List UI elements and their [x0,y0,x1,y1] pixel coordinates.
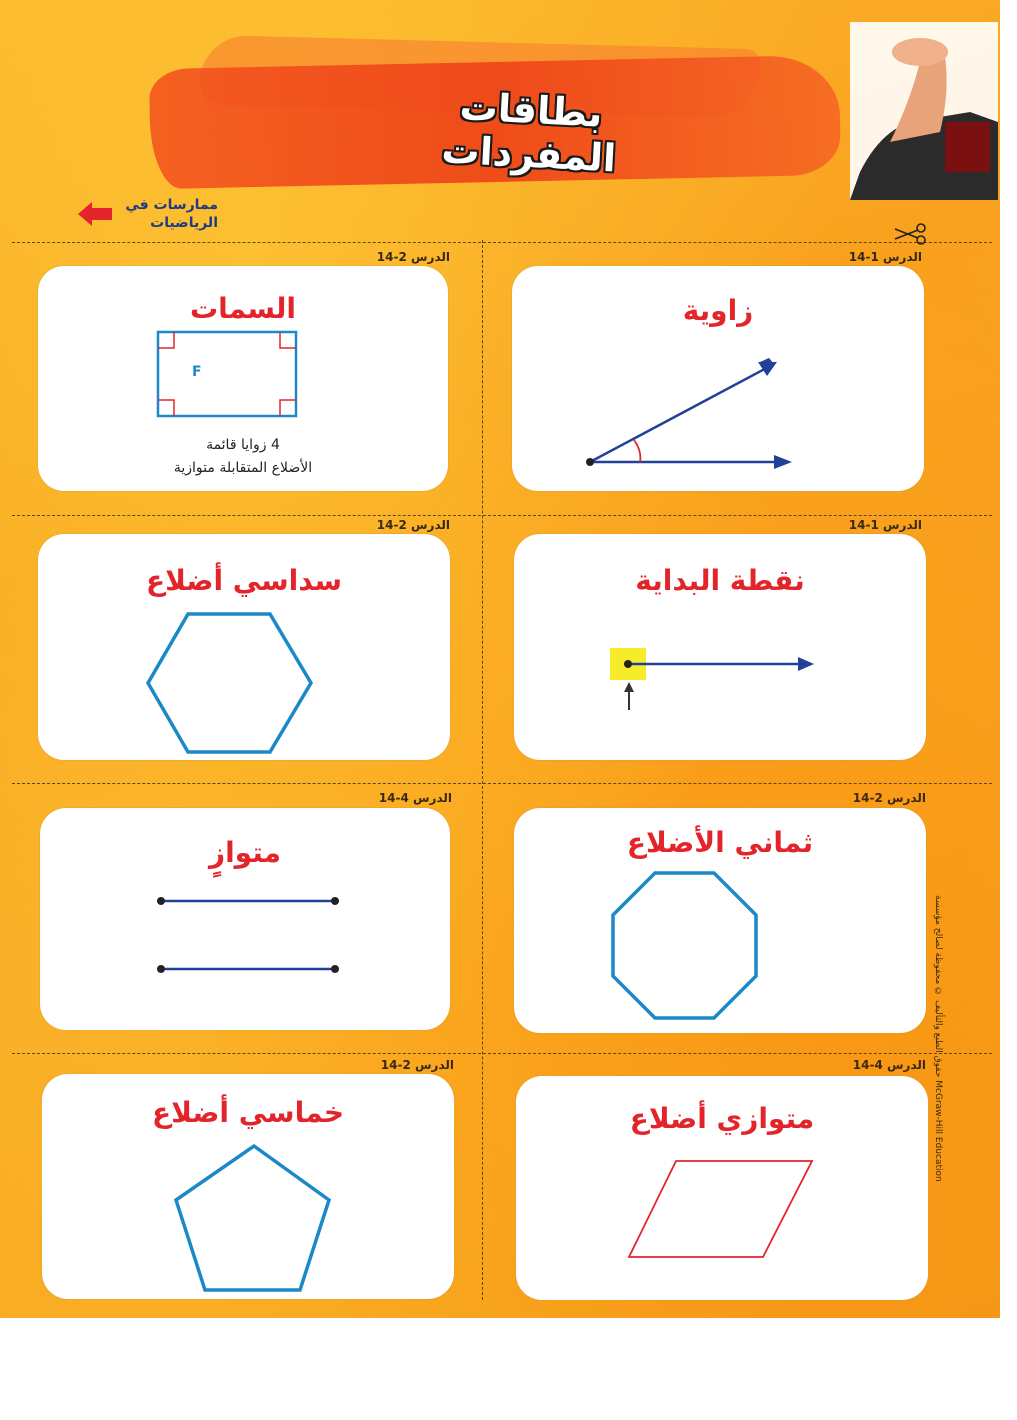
lesson-label: الدرس 1-14 [848,250,922,264]
cut-line-1 [12,242,992,243]
card-word: سداسي أضلاع [146,564,342,597]
math-practices-link[interactable] [78,196,218,240]
pentagon-diagram [42,1074,454,1299]
page-title: بطاقات المفردات [440,84,618,181]
publisher-credit: حقوق الطبع والتأليف © محفوظة لصالح مؤسسة McGraw-Hill Education [933,895,943,1182]
child-photo [850,22,998,200]
cut-line-4 [12,1053,992,1054]
lesson-label: الدرس 2-14 [376,518,450,532]
card-parallel [40,808,450,1030]
cut-line-vertical [482,240,483,1300]
lesson-label: الدرس 2-14 [376,250,450,264]
cut-line-3 [12,783,992,784]
card-pentagon [42,1074,454,1299]
hexagon-diagram [38,534,450,760]
math-link-line1: ممارسات في [125,197,218,213]
card-hexagon [38,534,450,760]
scissors-icon [893,222,929,246]
lesson-label: الدرس 4-14 [852,1058,926,1072]
parallel-lines-diagram [40,808,450,1030]
card-word: خماسي أضلاع [151,1096,345,1129]
red-arrow-icon [78,200,112,228]
card-word: متوازٍ [208,836,282,869]
card-word: ثماني الأضلاع [626,826,814,859]
lesson-label: الدرس 1-14 [848,518,922,532]
note-parallel-sides: الأضلاع المتقابلة متوازية [173,460,313,476]
card-word: متوازي أضلاع [629,1102,815,1135]
card-word: زاوية [682,294,754,327]
card-parallelogram [516,1076,928,1300]
cut-line-2 [12,515,992,516]
card-angle [512,266,924,491]
note-right-angles: 4 زوايا قائمة [206,437,280,453]
lesson-label: الدرس 2-14 [380,1058,454,1072]
angle-diagram [512,266,924,491]
shape-label-f: F [192,364,202,380]
card-attributes [38,266,448,491]
lesson-label: الدرس 4-14 [378,791,452,805]
card-octagon [514,808,926,1033]
card-word: السمات [189,292,297,325]
octagon-diagram [514,808,926,1033]
lesson-label: الدرس 2-14 [852,791,926,805]
card-endpoint [514,534,926,760]
card-word: نقطة البداية [635,564,805,597]
parallelogram-diagram [516,1076,928,1300]
endpoint-diagram [514,534,926,760]
math-link-line2: الرياضيات [150,215,218,231]
